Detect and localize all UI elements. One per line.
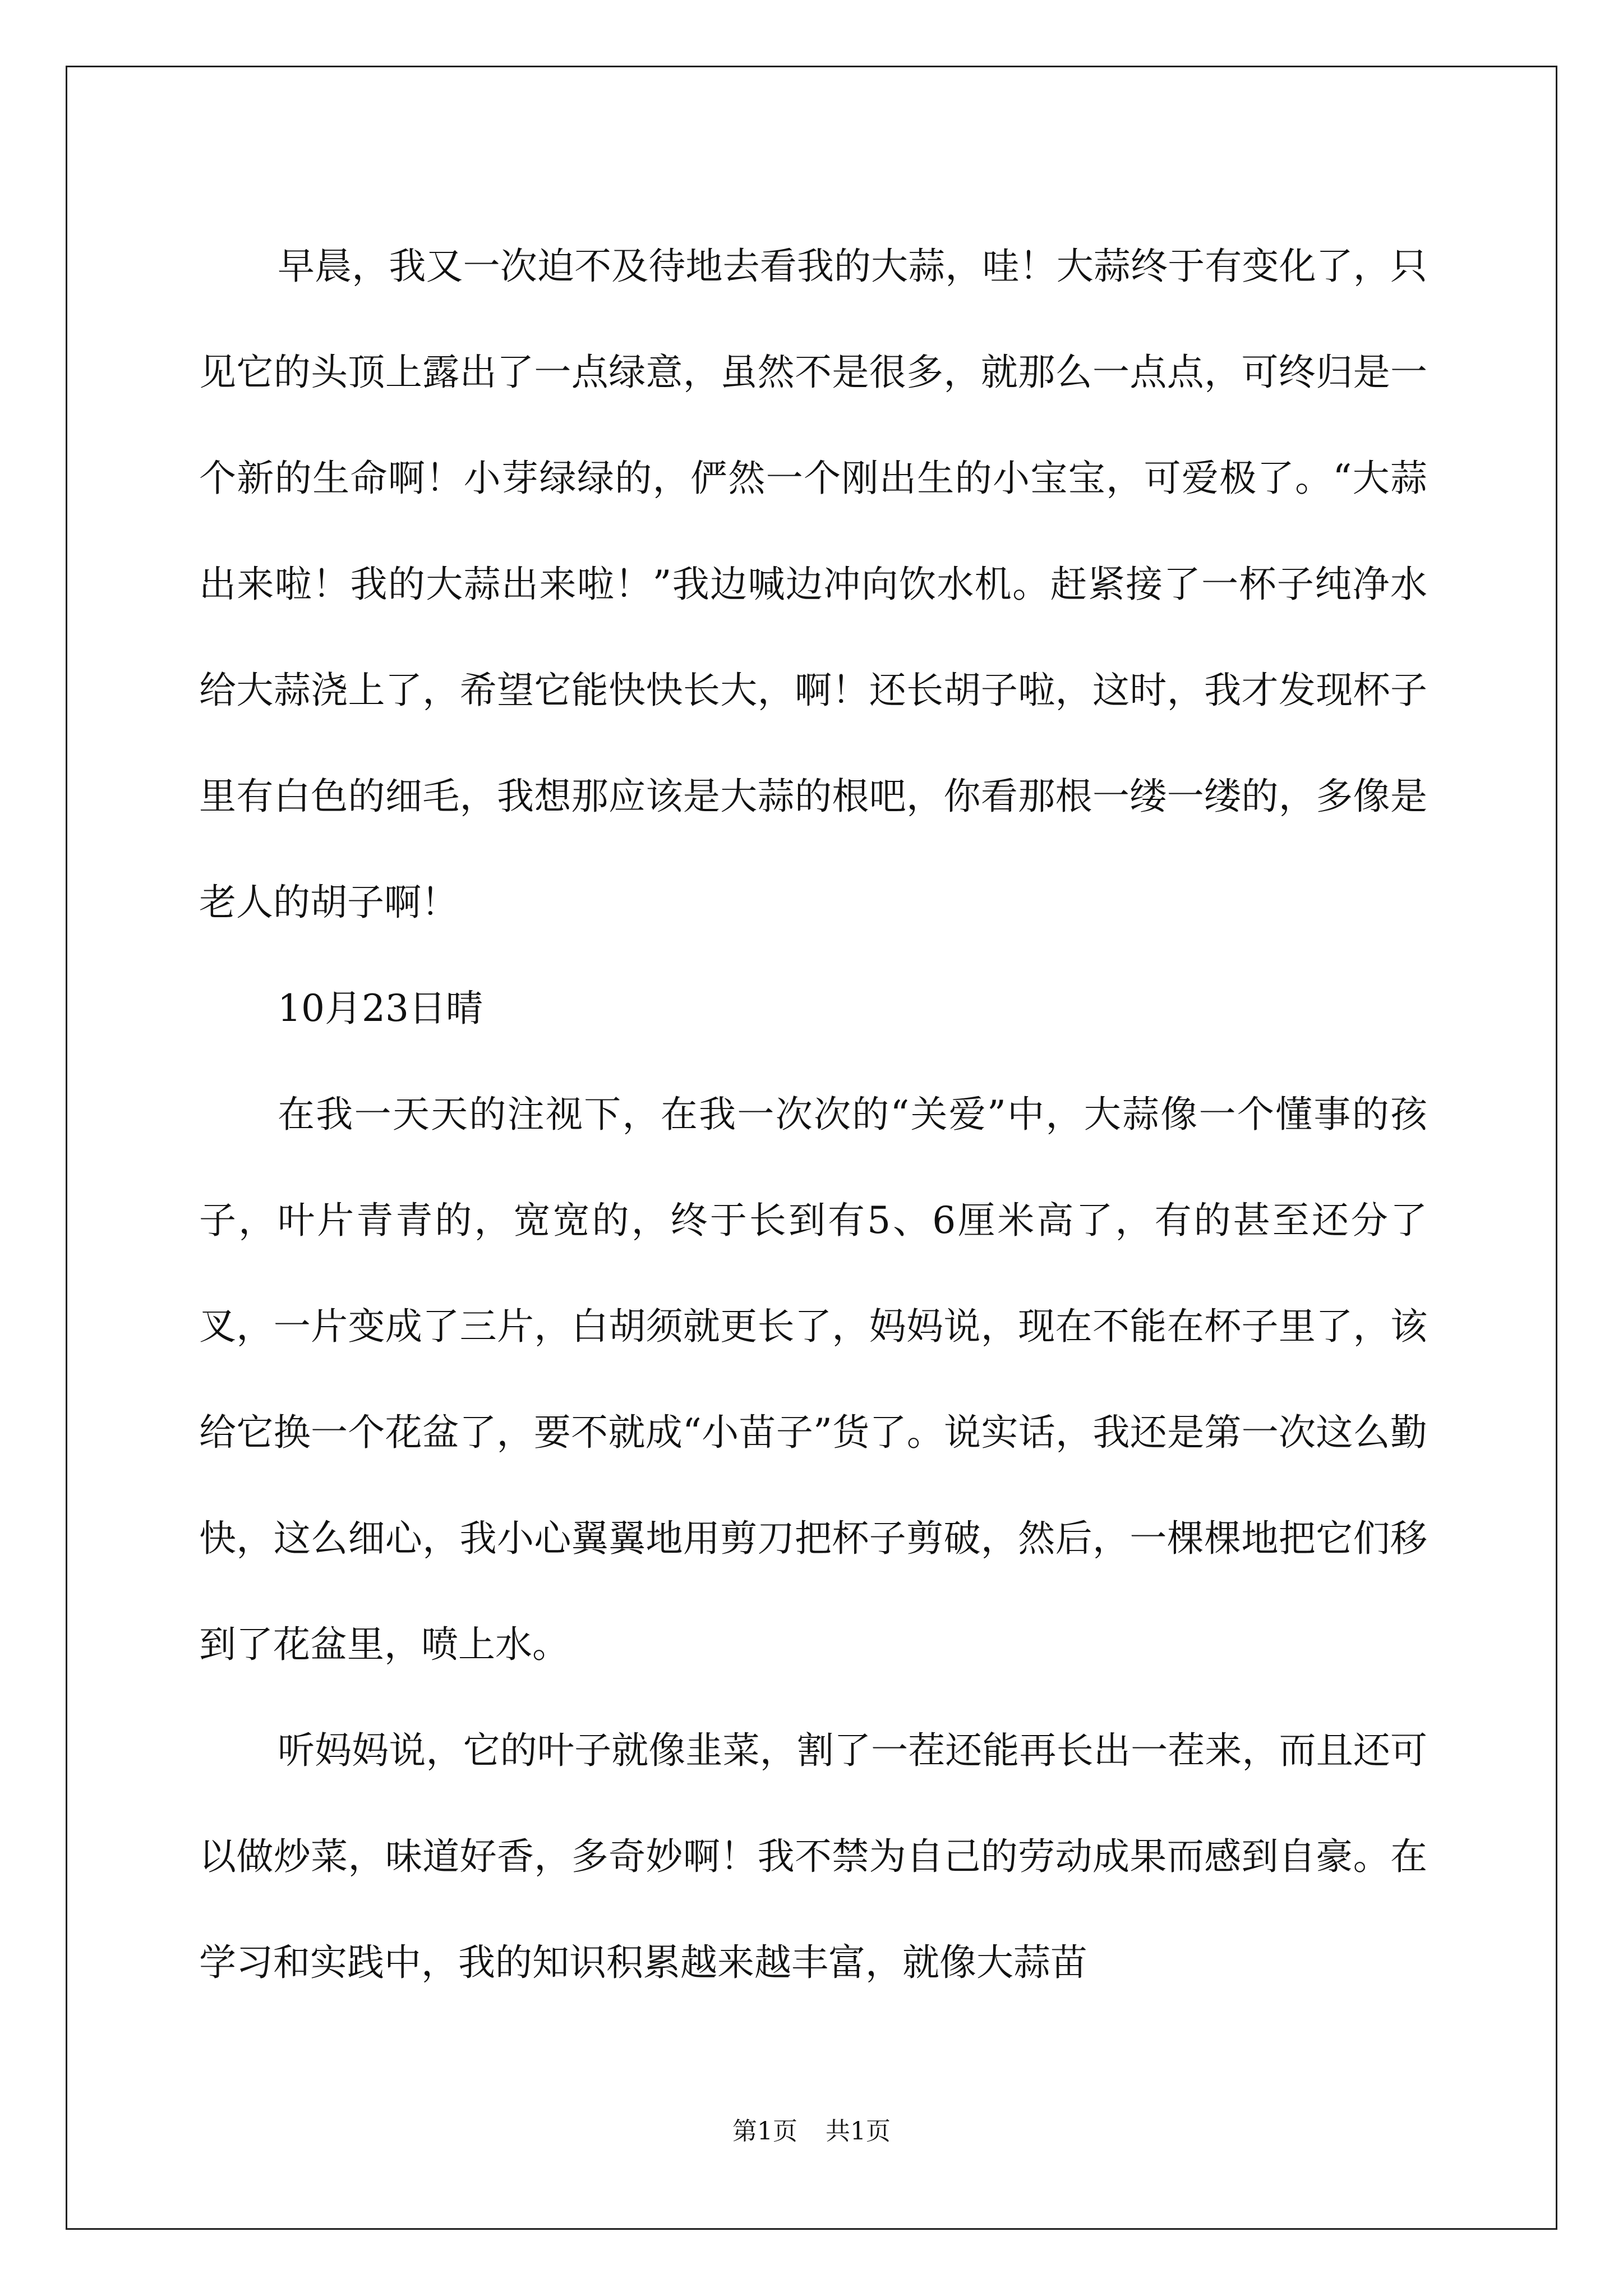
page-total: 共1页 <box>826 2117 891 2146</box>
date-heading: 10月23日晴 <box>278 987 483 1030</box>
paragraph-growth: 在我一天天的注视下，在我一次次的“关爱”中，大蒜像一个懂事的孩子，叶片青青的，宽宽的，终于长到有5、6厘米高了，有的甚至还分了叉，一片变成了三片，白胡须就更长了，妈妈说，现在不能在杯子里了，该给它换一个花盆了，要不就成“小苗子”货了。说实话，我还是第一次这么勤快，这么细心，我小心翼翼地用剪刀把杯子剪破，然后，一棵棵地把它们移到了花盆里，喷上水。 <box>199 1093 1427 1666</box>
paragraph-leaves: 听妈妈说，它的叶子就像韭菜，割了一茬还能再长出一茬来，而且还可以做炒菜，味道好香，多奇妙啊！我不禁为自己的劳动成果而感到自豪。在学习和实践中，我的知识积累越来越丰富，就像大蒜苗 <box>199 1729 1427 1984</box>
paragraph-morning: 早晨，我又一次迫不及待地去看我的大蒜，哇！大蒜终于有变化了，只见它的头顶上露出了一点绿意，虽然不是很多，就那么一点点，可终归是一个新的生命啊！小芽绿绿的，俨然一个刚出生的小宝宝，可爱极了。“大蒜出来啦！我的大蒜出来啦！”我边喊边冲向饮水机。赶紧接了一杯子纯净水给大蒜浇上了，希望它能快快长大，啊！还长胡子啦，这时，我才发现杯子里有白色的细毛，我想那应该是大蒜的根吧，你看那根一缕一缕的，多像是老人的胡子啊！ <box>199 245 1427 924</box>
document-body <box>199 213 1427 2016</box>
page-footer <box>0 2115 1623 2148</box>
page-number: 第1页 <box>732 2117 797 2146</box>
